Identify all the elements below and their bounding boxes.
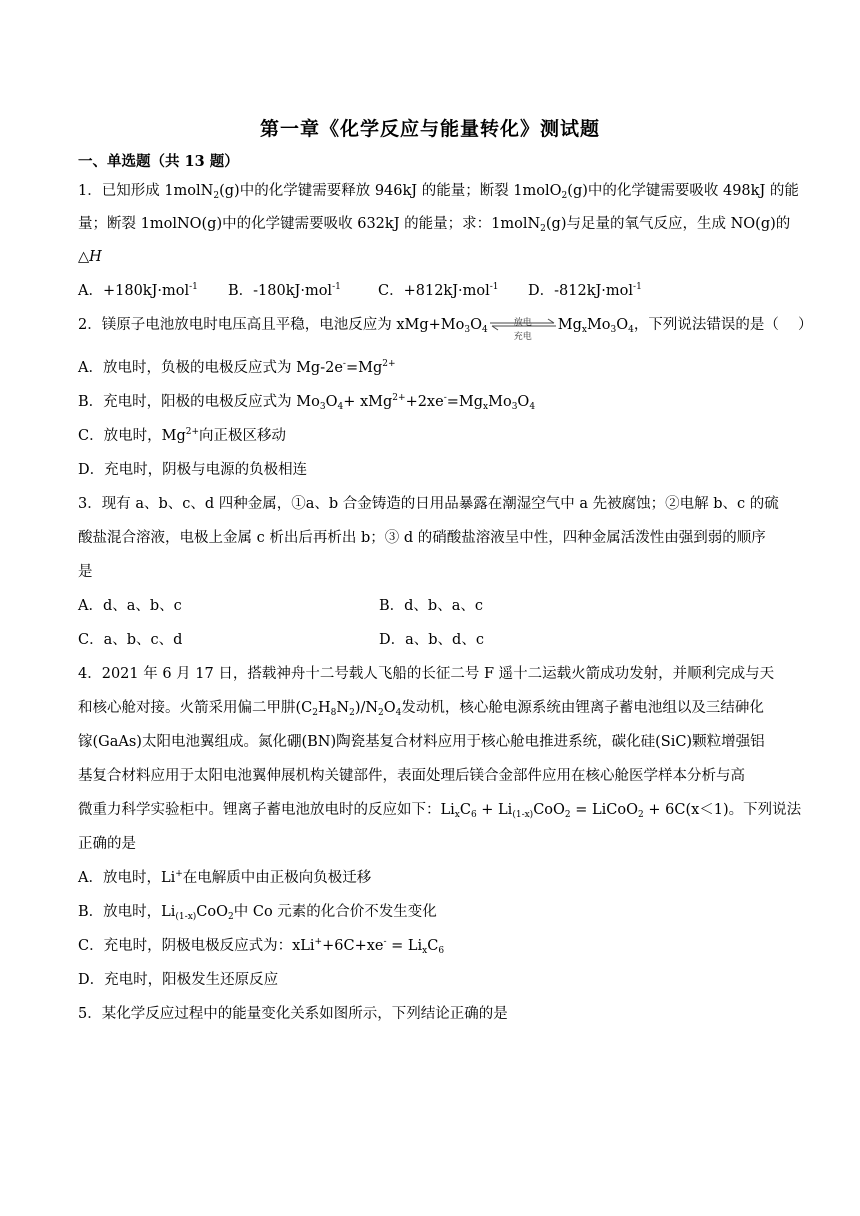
- question-1-line-1: 1．已知形成 1molN$_2$(g)中的化学键需要释放 946kJ 的能量；断裂 1molO$_2$(g)中的化学键需要吸收 498kJ 的能: [78, 183, 799, 201]
- question-4-line-3: 镓(GaAs)太阳电池翼组成。氮化硼(BN)陶瓷基复合材料应用于核心舱电推进系统，碳化硅(SiC)颗粒增强铝: [78, 734, 765, 750]
- question-1-option-d[interactable]: D．-812kJ·mol$^{-1}$: [528, 282, 642, 299]
- question-2-option-b[interactable]: B．充电时，阳极的电极反应式为 $Mo_3O_4+ xMg^{2+}+2xe^-=Mg_xMo_3O_4$: [78, 393, 536, 412]
- question-3-line-3: 是: [78, 564, 93, 580]
- question-1-option-a[interactable]: A．+180kJ·mol$^{-1}$: [78, 282, 198, 299]
- question-3-option-a[interactable]: A．d、a、b、c: [78, 598, 182, 614]
- question-1-option-b[interactable]: B．-180kJ·mol$^{-1}$: [228, 282, 341, 299]
- question-4-option-a[interactable]: A．放电时，Li+在电解质中由正极向负极迁移: [78, 869, 372, 886]
- question-2-stem: 2．镁原子电池放电时电压高且平稳，电池反应为 $xMg+Mo_3O_4$ 放电 充电 $Mg_xMo_3O_4$，下列说法错误的是（ ）: [78, 314, 813, 336]
- question-4-option-d[interactable]: D．充电时，阳极发生还原反应: [78, 972, 279, 988]
- question-4-line-5: 微重力科学实验柜中。锂离子蓄电池放电时的反应如下：$Li_xC_6 + Li_{(1-x)}CoO_2$ = LiCoO$_2$ + 6C(x＜1)。下列说法: [78, 802, 802, 820]
- question-1-line-2: 量；断裂 1molNO(g)中的化学键需要吸收 632kJ 的能量；求：1molN$_2$(g)与足量的氧气反应，生成 NO(g)的: [78, 216, 791, 234]
- question-1-option-c[interactable]: C．+812kJ·mol$^{-1}$: [378, 282, 499, 299]
- question-4-line-2: 和核心舱对接。火箭采用偏二甲肼$(C_2H_8N_2)/N_2O_4$发动机，核心舱电源系统由锂离子蓄电池组以及三结砷化: [78, 700, 764, 718]
- question-4-option-c[interactable]: C．充电时，阴极电极反应式为：$xLi^++6C+xe^- = Li_xC_6$: [78, 937, 445, 956]
- question-3-option-b[interactable]: B．d、b、a、c: [379, 598, 483, 614]
- question-4-line-1: 4．2021 年 6 月 17 日，搭载神舟十二号载人飞船的长征二号 F 遥十二运载火箭成功发射，并顺利完成与天: [78, 666, 775, 682]
- question-3-line-1: 3．现有 a、b、c、d 四种金属，①a、b 合金铸造的日用品暴露在潮湿空气中 a 先被腐蚀；②电解 b、c 的硫: [78, 496, 779, 512]
- question-4-line-6: 正确的是: [78, 836, 136, 852]
- section-heading: 一、单选题（共 13 题）: [78, 153, 239, 170]
- question-2-option-d[interactable]: D．充电时，阴极与电源的负极相连: [78, 462, 308, 478]
- question-2-option-a[interactable]: A．放电时，负极的电极反应式为 $Mg-2e^-=Mg^{2+}$: [78, 359, 396, 376]
- question-3-line-2: 酸盐混合溶液，电极上金属 c 析出后再析出 b；③ d 的硝酸盐溶液呈中性，四种金属活泼性由强到弱的顺序: [78, 530, 766, 546]
- question-4-option-b[interactable]: B．放电时，$Li_{(1-x)}CoO_2$中 Co 元素的化合价不发生变化: [78, 904, 437, 922]
- question-5-stem: 5．某化学反应过程中的能量变化关系如图所示，下列结论正确的是: [78, 1006, 508, 1022]
- question-3-option-d[interactable]: D．a、b、d、c: [379, 632, 484, 648]
- reversible-arrow-icon: 放电 充电: [488, 314, 558, 336]
- page-title: 第一章《化学反应与能量转化》测试题: [259, 118, 600, 140]
- question-3-option-c[interactable]: C．a、b、c、d: [78, 632, 183, 648]
- question-1-line-3: △H: [78, 249, 102, 265]
- question-2-option-c[interactable]: C．放电时，$Mg^{2+}$向正极区移动: [78, 427, 287, 444]
- question-4-line-4: 基复合材料应用于太阳电池翼伸展机构关键部件，表面处理后镁合金部件应用在核心舱医学样本分析与高: [78, 768, 745, 784]
